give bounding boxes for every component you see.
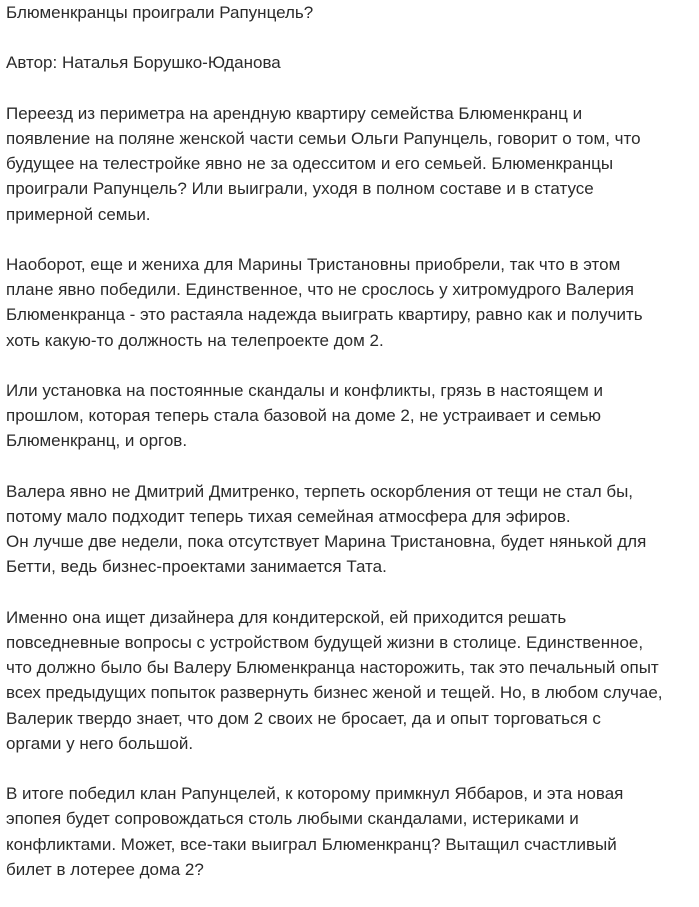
article [6,0,696,907]
article-author: Автор: Наталья Борушко-Юданова [6,53,281,73]
article-paragraph: Валера явно не Дмитрий Дмитренко, терпеть оскорбления от тещи не стал бы, потому мало подходит теперь тихая семейная атмосфера для эфиров. Он лучше две недели, пока отсутствует Марина Тристановна, будет нянькой для Бетти, ведь бизнес-проектами занимается Тата. [6,481,647,577]
article-paragraph: Или установка на постоянные скандалы и конфликты, грязь в настоящем и прошлом, которая теперь стала базовой на доме 2, не устраивает и семью Блюменкранц, и оргов. [6,380,603,451]
article-paragraph: Именно она ищет дизайнера для кондитерской, ей приходится решать повседневные вопросы с устройством будущей жизни в столице. Единственное, что должно было бы Валеру Блюменкранца насторожить, так это печальный опыт всех предыдущих попыток развернуть бизнес женой и тещей. Но, в любом случае, Валерик твердо знает, что дом 2 своих не бросает, да и опыт торговаться с оргами у него большой. [6,607,663,753]
article-paragraph: Наоборот, еще и жениха для Марины Тристановны приобрели, так что в этом плане явно победили. Единственное, что не срослось у хитромудрого Валерия Блюменкранца - это растаяла надежда выиграть квартиру, равно как и получить хоть какую-то должность на телепроекте дом 2. [6,254,643,350]
article-title: Блюменкранцы проиграли Рапунцель? [6,3,314,22]
article-paragraph: В итоге победил клан Рапунцелей, к которому примкнул Яббаров, и эта новая эпопея будет сопровождаться столь любыми скандалами, истериками и конфликтами. Может, все-таки выиграл Блюменкранц? Вытащил счастливый билет в лотерее дома 2? [6,784,624,879]
article-paragraph: Переезд из периметра на арендную квартиру семейства Блюменкранц и появление на поляне женской части семьи Ольги Рапунцель, говорит о том, что будущее на телестройке явно не за одесситом и его семьей. Блюменкранцы проиграли Рапунцель? Или выиграли, уходя в полном составе и в статусе примерной семьи. [6,103,641,224]
